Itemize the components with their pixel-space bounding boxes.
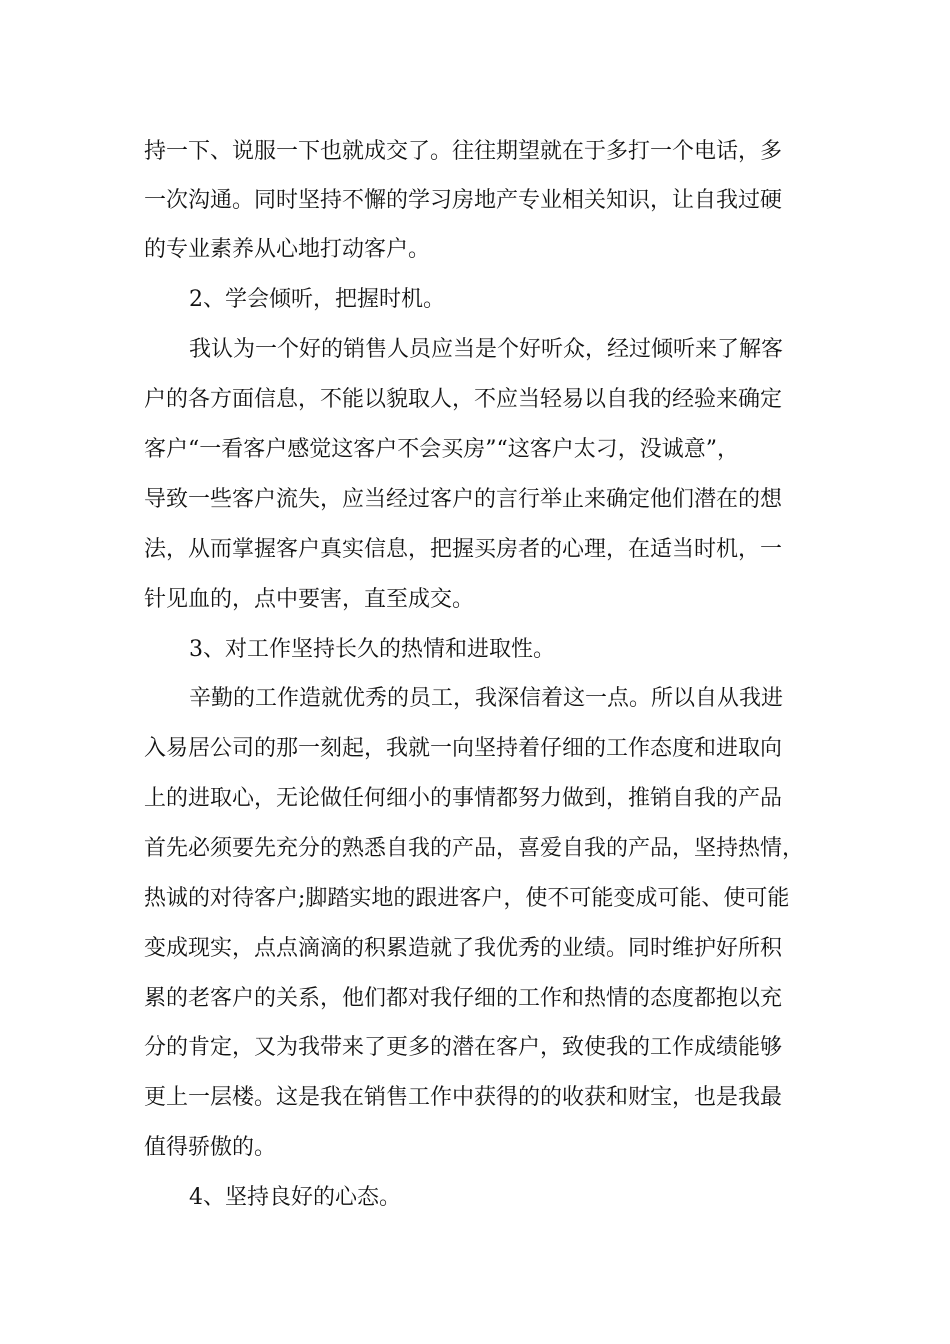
text-line: 我认为一个好的销售人员应当是个好听众，经过倾听来了解客 (189, 337, 784, 362)
text-line: 客户“一看客户感觉这客户不会买房”“这客户太刁，没诚意”， (144, 437, 739, 462)
section-heading: 2、学会倾听，把握时机。 (189, 287, 445, 312)
text-line: 累的老客户的关系，他们都对我仔细的工作和热情的态度都抱以充 (144, 986, 783, 1011)
text-line: 法，从而掌握客户真实信息，把握买房者的心理，在适当时机，一 (144, 537, 783, 562)
text-line: 值得骄傲的。 (144, 1135, 277, 1160)
text-line: 一次沟通。同时坚持不懈的学习房地产专业相关知识，让自我过硬 (144, 188, 783, 213)
text-line: 辛勤的工作造就优秀的员工，我深信着这一点。所以自从我进 (189, 686, 784, 711)
text-line: 首先必须要先充分的熟悉自我的产品，喜爱自我的产品，坚持热情， (144, 836, 805, 861)
text-line: 更上一层楼。这是我在销售工作中获得的的收获和财宝，也是我最 (144, 1085, 783, 1110)
text-line: 热诚的对待客户;脚踏实地的跟进客户，使不可能变成可能、使可能 (144, 886, 790, 911)
text-line: 变成现实，点点滴滴的积累造就了我优秀的业绩。同时维护好所积 (144, 936, 783, 961)
text-line: 导致一些客户流失，应当经过客户的言行举止来确定他们潜在的想 (144, 487, 783, 512)
section-heading: 3、对工作坚持长久的热情和进取性。 (189, 637, 555, 662)
text-line: 持一下、说服一下也就成交了。往往期望就在于多打一个电话，多 (144, 139, 783, 164)
text-line: 的专业素养从心地打动客户。 (144, 237, 431, 262)
section-heading: 4、坚持良好的心态。 (189, 1185, 401, 1210)
text-line: 户的各方面信息，不能以貌取人，不应当轻易以自我的经验来确定 (144, 387, 783, 412)
text-line: 入易居公司的那一刻起，我就一向坚持着仔细的工作态度和进取向 (144, 736, 783, 761)
text-line: 分的肯定，又为我带来了更多的潜在客户，致使我的工作成绩能够 (144, 1035, 783, 1060)
text-line: 针见血的，点中要害，直至成交。 (144, 587, 475, 612)
text-line: 上的进取心，无论做任何细小的事情都努力做到，推销自我的产品 (144, 786, 783, 811)
